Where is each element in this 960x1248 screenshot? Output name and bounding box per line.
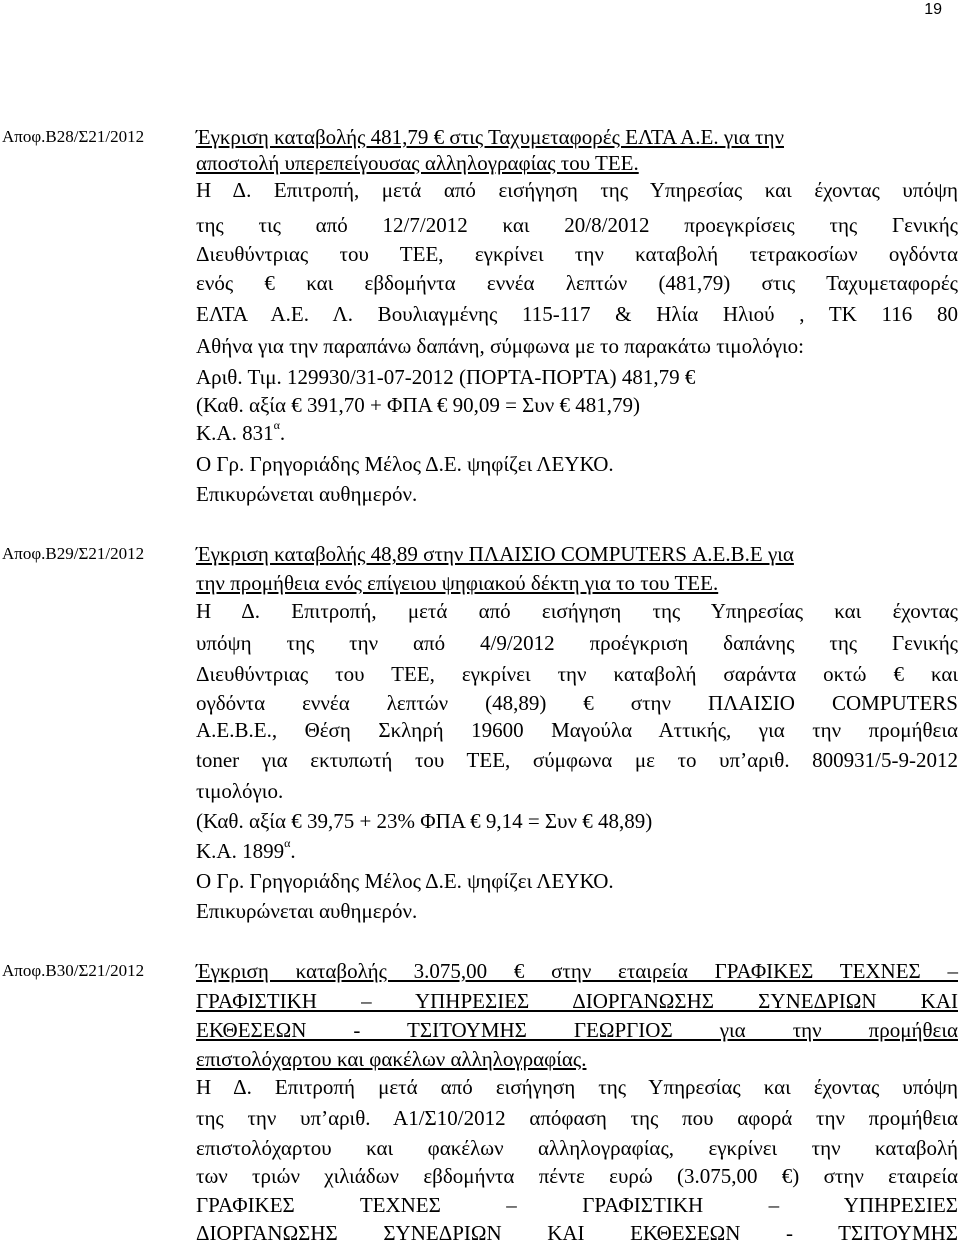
decision-body-line: Α.Ε.Β.Ε., Θέση Σκληρή 19600 Μαγούλα Αττικής, για την προμήθεια	[196, 718, 958, 742]
decision-title-line: επιστολόχαρτου και φακέλων αλληλογραφίας.	[196, 1047, 587, 1071]
decision-body-line: ΓΡΑΦΙΚΕΣ ΤΕΧΝΕΣ – ΓΡΑΦΙΣΤΙΚΗ – ΥΠΗΡΕΣΙΕΣ	[196, 1193, 958, 1217]
value-breakdown: (Καθ. αξία € 391,70 + ΦΠΑ € 90,09 = Συν € 481,79)	[196, 393, 641, 417]
decision-body-line: τιμολόγιο.	[196, 779, 284, 803]
budget-code: Κ.Α. $831^\alpha$.	[196, 418, 286, 445]
decision-body-line: Αθήνα για την παραπάνω δαπάνη, σύμφωνα με το παρακάτω τιμολόγιο:	[196, 334, 805, 358]
decision-title-line: Έγκριση καταβολής 3.075,00 € στην εταιρεία ΓΡΑΦΙΚΕΣ ΤΕΧΝΕΣ –	[196, 959, 958, 983]
decision-body-line: των τριών χιλιάδων εβδομήντα πέντε ευρώ (3.075,00 €) στην εταιρεία	[196, 1164, 958, 1188]
decision-body-line: ΕΛΤΑ Α.Ε. Λ. Βουλιαγμένης 115-117 & Ηλία Ηλιού , ΤΚ 116 80	[196, 302, 958, 326]
decision-ref: Αποφ.Β30/Σ21/2012	[2, 961, 145, 980]
decision-ref: Αποφ.Β28/Σ21/2012	[2, 127, 145, 146]
decision-body-line: της την υπ’αριθ. Α1/Σ10/2012 απόφαση της που αφορά την προμήθεια	[196, 1106, 958, 1130]
vote-statement: Ο Γρ. Γρηγοριάδης Μέλος Δ.Ε. ψηφίζει ΛΕΥΚΟ.	[196, 869, 614, 893]
decision-title-line: ΓΡΑΦΙΣΤΙΚΗ – ΥΠΗΡΕΣΙΕΣ ΔΙΟΡΓΑΝΩΣΗΣ ΣΥΝΕΔΡΙΩΝ ΚΑΙ	[196, 989, 958, 1013]
decision-body-line: Η Δ. Επιτροπή, μετά από εισήγηση της Υπηρεσίας και έχοντας υπόψη	[196, 178, 958, 202]
decision-body-line: υπόψη της την από 4/9/2012 προέγκριση δαπάνης της Γενικής	[196, 631, 958, 655]
decision-title-line: ΕΚΘΕΣΕΩΝ - ΤΣΙΤΟΥΜΗΣ ΓΕΩΡΓΙΟΣ για την προμήθεια	[196, 1018, 958, 1042]
decision-body-line: της τις από 12/7/2012 και 20/8/2012 προεγκρίσεις της Γενικής	[196, 213, 958, 237]
decision-body-line: Η Δ. Επιτροπή μετά από εισήγηση της Υπηρεσίας και έχοντας υπόψη	[196, 1075, 958, 1099]
decision-body-line: Η Δ. Επιτροπή, μετά από εισήγηση της Υπηρεσίας και έχοντας	[196, 599, 958, 623]
confirmation: Επικυρώνεται αυθημερόν.	[196, 482, 418, 506]
value-breakdown: (Καθ. αξία € 39,75 + 23% ΦΠΑ € 9,14 = Συν € 48,89)	[196, 809, 653, 833]
decision-body-line: toner για εκτυπωτή του ΤΕΕ, σύμφωνα με το υπ’αριθ. 800931/5-9-2012	[196, 748, 958, 772]
decision-title-line: Έγκριση καταβολής 48,89 στην ΠΛΑΙΣΙΟ COMPUTERS Α.Ε.Β.Ε για	[196, 542, 794, 566]
decision-title-line: Έγκριση καταβολής 481,79 € στις Ταχυμεταφορές ΕΛΤΑ Α.Ε. για την	[196, 125, 784, 149]
budget-code: Κ.Α. $1899^\alpha$.	[196, 836, 296, 863]
decision-body-line: Διευθύντριας του ΤΕΕ, εγκρίνει την καταβολή τετρακοσίων ογδόντα	[196, 242, 958, 266]
decision-title-line: αποστολή υπερεπείγουσας αλληλογραφίας του ΤΕΕ.	[196, 151, 639, 175]
decision-ref: Αποφ.Β29/Σ21/2012	[2, 544, 145, 563]
decision-body-line: ογδόντα εννέα λεπτών (48,89) € στην ΠΛΑΙΣΙΟ COMPUTERS	[196, 691, 958, 715]
invoice-line: Αριθ. Τιμ. 129930/31-07-2012 (ΠΟΡΤΑ-ΠΟΡΤΑ) 481,79 €	[196, 365, 696, 389]
decision-body-line: Διευθύντριας του ΤΕΕ, εγκρίνει την καταβολή σαράντα οκτώ € και	[196, 662, 958, 686]
vote-statement: Ο Γρ. Γρηγοριάδης Μέλος Δ.Ε. ψηφίζει ΛΕΥΚΟ.	[196, 452, 614, 476]
confirmation: Επικυρώνεται αυθημερόν.	[196, 899, 418, 923]
decision-body-line: ενός € και εβδομήντα εννέα λεπτών (481,79) στις Ταχυμεταφορές	[196, 271, 958, 295]
decision-body-line: ΔΙΟΡΓΑΝΩΣΗΣ ΣΥΝΕΔΡΙΩΝ ΚΑΙ ΕΚΘΕΣΕΩΝ - ΤΣΙΤΟΥΜΗΣ	[196, 1221, 958, 1245]
decision-title-line: την προμήθεια ενός επίγειου ψηφιακού δέκτη για το του ΤΕΕ.	[196, 571, 719, 595]
decision-body-line: επιστολόχαρτου και φακέλων αλληλογραφίας, εγκρίνει την καταβολή	[196, 1136, 958, 1160]
page-number: 19	[924, 1, 942, 18]
